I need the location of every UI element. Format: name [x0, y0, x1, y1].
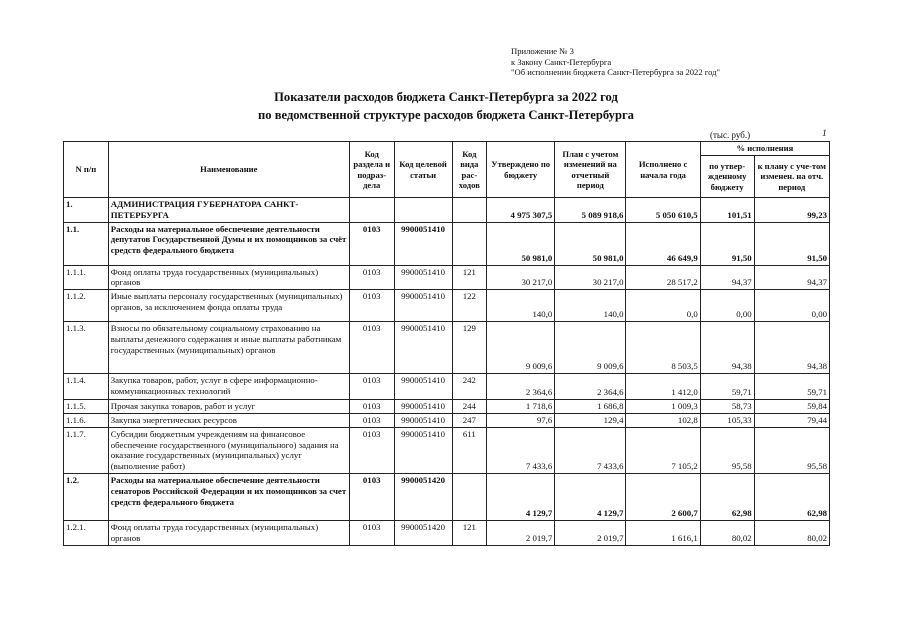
cell-section-code: [349, 198, 394, 223]
cell-pct-plan: 99,23: [754, 198, 829, 223]
cell-pct-budget: 94,38: [700, 322, 754, 374]
cell-target-code: 9900051420: [394, 473, 452, 520]
units-label: (тыс. руб.): [710, 130, 751, 140]
cell-section-code: 0103: [349, 400, 394, 414]
table-row: [64, 427, 830, 473]
table-row: [64, 265, 830, 290]
header-percent: % исполнения: [700, 142, 829, 156]
cell-plan: 5 089 918,6: [555, 198, 626, 223]
cell-plan: 129,4: [555, 413, 626, 427]
cell-executed: 1 616,1: [626, 520, 700, 545]
cell-target-code: 9900051410: [394, 290, 452, 322]
cell-type-code: 129: [452, 322, 487, 374]
cell-executed: 102,8: [626, 413, 700, 427]
cell-section-code: 0103: [349, 322, 394, 374]
appendix-line-3: "Об исполнении бюджета Санкт-Петербурга за 2022 год": [511, 67, 721, 77]
cell-pct-plan: 59,71: [754, 374, 829, 400]
cell-num: 1.2.: [64, 473, 109, 520]
cell-section-code: 0103: [349, 374, 394, 400]
cell-pct-budget: 105,33: [700, 413, 754, 427]
cell-plan: 2 364,6: [555, 374, 626, 400]
cell-target-code: 9900051410: [394, 265, 452, 290]
cell-num: 1.1.2.: [64, 290, 109, 322]
cell-num: 1.1.4.: [64, 374, 109, 400]
cell-name: Иные выплаты персоналу государственных (муниципальных) органов, за исключением фонда оплаты труда: [108, 290, 349, 322]
cell-plan: 7 433,6: [555, 427, 626, 473]
cell-executed: 2 600,7: [626, 473, 700, 520]
cell-type-code: 611: [452, 427, 487, 473]
cell-target-code: 9900051420: [394, 520, 452, 545]
cell-pct-budget: 95,58: [700, 427, 754, 473]
header-executed: Исполнено с начала года: [626, 142, 700, 198]
cell-name: Фонд оплаты труда государственных (муниципальных) органов: [108, 520, 349, 545]
cell-approved: 30 217,0: [487, 265, 555, 290]
header-type-code: Код вида рас-ходов: [452, 142, 487, 198]
cell-pct-plan: 80,02: [754, 520, 829, 545]
cell-plan: 140,0: [555, 290, 626, 322]
cell-type-code: 121: [452, 265, 487, 290]
cell-executed: 1 009,3: [626, 400, 700, 414]
cell-name: АДМИНИСТРАЦИЯ ГУБЕРНАТОРА САНКТ-ПЕТЕРБУРГА: [108, 198, 349, 223]
table-row: [64, 222, 830, 265]
cell-num: 1.1.3.: [64, 322, 109, 374]
cell-pct-budget: 59,71: [700, 374, 754, 400]
cell-plan: 9 009,6: [555, 322, 626, 374]
cell-pct-plan: 94,38: [754, 322, 829, 374]
cell-name: Фонд оплаты труда государственных (муниципальных) органов: [108, 265, 349, 290]
cell-type-code: [452, 473, 487, 520]
cell-section-code: 0103: [349, 473, 394, 520]
cell-name: Взносы по обязательному социальному страхованию на выплаты денежного содержания и иные выплаты работникам государственных (муниципальных) органов: [108, 322, 349, 374]
cell-target-code: 9900051410: [394, 427, 452, 473]
cell-pct-plan: 95,58: [754, 427, 829, 473]
cell-approved: 2 364,6: [487, 374, 555, 400]
cell-pct-budget: 94,37: [700, 265, 754, 290]
cell-type-code: [452, 198, 487, 223]
cell-name: Закупка энергетических ресурсов: [108, 413, 349, 427]
cell-section-code: 0103: [349, 222, 394, 265]
page-number: 1: [822, 129, 827, 139]
cell-section-code: 0103: [349, 427, 394, 473]
cell-name: Расходы на материальное обеспечение деятельности сенаторов Российской Федерации и их помощников за счет средств федерального бюджета: [108, 473, 349, 520]
cell-plan: 50 981,0: [555, 222, 626, 265]
header-target-code: Код целевой статьи: [394, 142, 452, 198]
cell-plan: 30 217,0: [555, 265, 626, 290]
cell-num: 1.1.5.: [64, 400, 109, 414]
cell-plan: 2 019,7: [555, 520, 626, 545]
cell-approved: 97,6: [487, 413, 555, 427]
cell-pct-budget: 62,98: [700, 473, 754, 520]
cell-approved: 9 009,6: [487, 322, 555, 374]
header-num: N п/п: [64, 142, 109, 198]
cell-type-code: 242: [452, 374, 487, 400]
cell-pct-plan: 59,84: [754, 400, 829, 414]
cell-type-code: [452, 222, 487, 265]
cell-approved: 50 981,0: [487, 222, 555, 265]
cell-target-code: 9900051410: [394, 222, 452, 265]
header-name: Наименование: [108, 142, 349, 198]
document-subtitle: по ведомственной структуре расходов бюджета Санкт-Петербурга: [258, 108, 634, 122]
table-row: [64, 473, 830, 520]
header-approved: Утверждено по бюджету: [487, 142, 555, 198]
cell-pct-budget: 58,73: [700, 400, 754, 414]
cell-pct-budget: 91,50: [700, 222, 754, 265]
cell-name: Субсидии бюджетным учреждениям на финансовое обеспечение государственного (муниципального) задания на оказание государственных (муниципальных) услуг (выполнение работ): [108, 427, 349, 473]
table-row: [64, 400, 830, 414]
cell-type-code: 244: [452, 400, 487, 414]
appendix-line-1: Приложение № 3: [511, 46, 574, 56]
cell-executed: 5 050 610,5: [626, 198, 700, 223]
cell-executed: 1 412,0: [626, 374, 700, 400]
cell-section-code: 0103: [349, 290, 394, 322]
cell-pct-plan: 0,00: [754, 290, 829, 322]
header-plan: План с учетом изменений на отчетный период: [555, 142, 626, 198]
cell-executed: 7 105,2: [626, 427, 700, 473]
cell-executed: 46 649,9: [626, 222, 700, 265]
header-pct-plan: к плану с уче-том изменен. на отч. период: [754, 156, 829, 198]
cell-pct-budget: 0,00: [700, 290, 754, 322]
cell-executed: 8 503,5: [626, 322, 700, 374]
cell-approved: 2 019,7: [487, 520, 555, 545]
cell-name: Закупка товаров, работ, услуг в сфере информационно-коммуникационных технологий: [108, 374, 349, 400]
cell-pct-plan: 91,50: [754, 222, 829, 265]
cell-plan: 1 686,8: [555, 400, 626, 414]
cell-section-code: 0103: [349, 413, 394, 427]
table-row: [64, 198, 830, 223]
cell-num: 1.1.: [64, 222, 109, 265]
cell-type-code: 121: [452, 520, 487, 545]
cell-target-code: 9900051410: [394, 322, 452, 374]
expenditure-table: [63, 141, 830, 546]
table-row: [64, 413, 830, 427]
cell-num: 1.1.6.: [64, 413, 109, 427]
cell-section-code: 0103: [349, 520, 394, 545]
cell-approved: 1 718,6: [487, 400, 555, 414]
header-pct-budget: по утвер-жденному бюджету: [700, 156, 754, 198]
table-row: [64, 374, 830, 400]
appendix-line-2: к Закону Санкт-Петербурга: [511, 56, 612, 67]
cell-pct-plan: 79,44: [754, 413, 829, 427]
header-section-code: Код раздела и подраз-дела: [349, 142, 394, 198]
cell-approved: 140,0: [487, 290, 555, 322]
cell-num: 1.2.1.: [64, 520, 109, 545]
cell-approved: 7 433,6: [487, 427, 555, 473]
table-row: [64, 322, 830, 374]
cell-approved: 4 975 307,5: [487, 198, 555, 223]
cell-section-code: 0103: [349, 265, 394, 290]
cell-target-code: [394, 198, 452, 223]
cell-num: 1.1.7.: [64, 427, 109, 473]
cell-name: Расходы на материальное обеспечение деятельности депутатов Государственной Думы и их помощников за счёт средств федерального бюджета: [108, 222, 349, 265]
cell-target-code: 9900051410: [394, 374, 452, 400]
cell-executed: 0,0: [626, 290, 700, 322]
cell-approved: 4 129,7: [487, 473, 555, 520]
cell-pct-budget: 80,02: [700, 520, 754, 545]
document-title: Показатели расходов бюджета Санкт-Петербурга за 2022 год: [274, 90, 618, 104]
cell-pct-budget: 101,51: [700, 198, 754, 223]
cell-target-code: 9900051410: [394, 400, 452, 414]
cell-executed: 28 517,2: [626, 265, 700, 290]
cell-type-code: 247: [452, 413, 487, 427]
cell-num: 1.1.1.: [64, 265, 109, 290]
cell-name: Прочая закупка товаров, работ и услуг: [108, 400, 349, 414]
cell-target-code: 9900051410: [394, 413, 452, 427]
table-row: [64, 520, 830, 545]
table-row: [64, 290, 830, 322]
cell-pct-plan: 62,98: [754, 473, 829, 520]
cell-type-code: 122: [452, 290, 487, 322]
appendix-block: [511, 46, 720, 78]
cell-num: 1.: [64, 198, 109, 223]
cell-plan: 4 129,7: [555, 473, 626, 520]
cell-pct-plan: 94,37: [754, 265, 829, 290]
